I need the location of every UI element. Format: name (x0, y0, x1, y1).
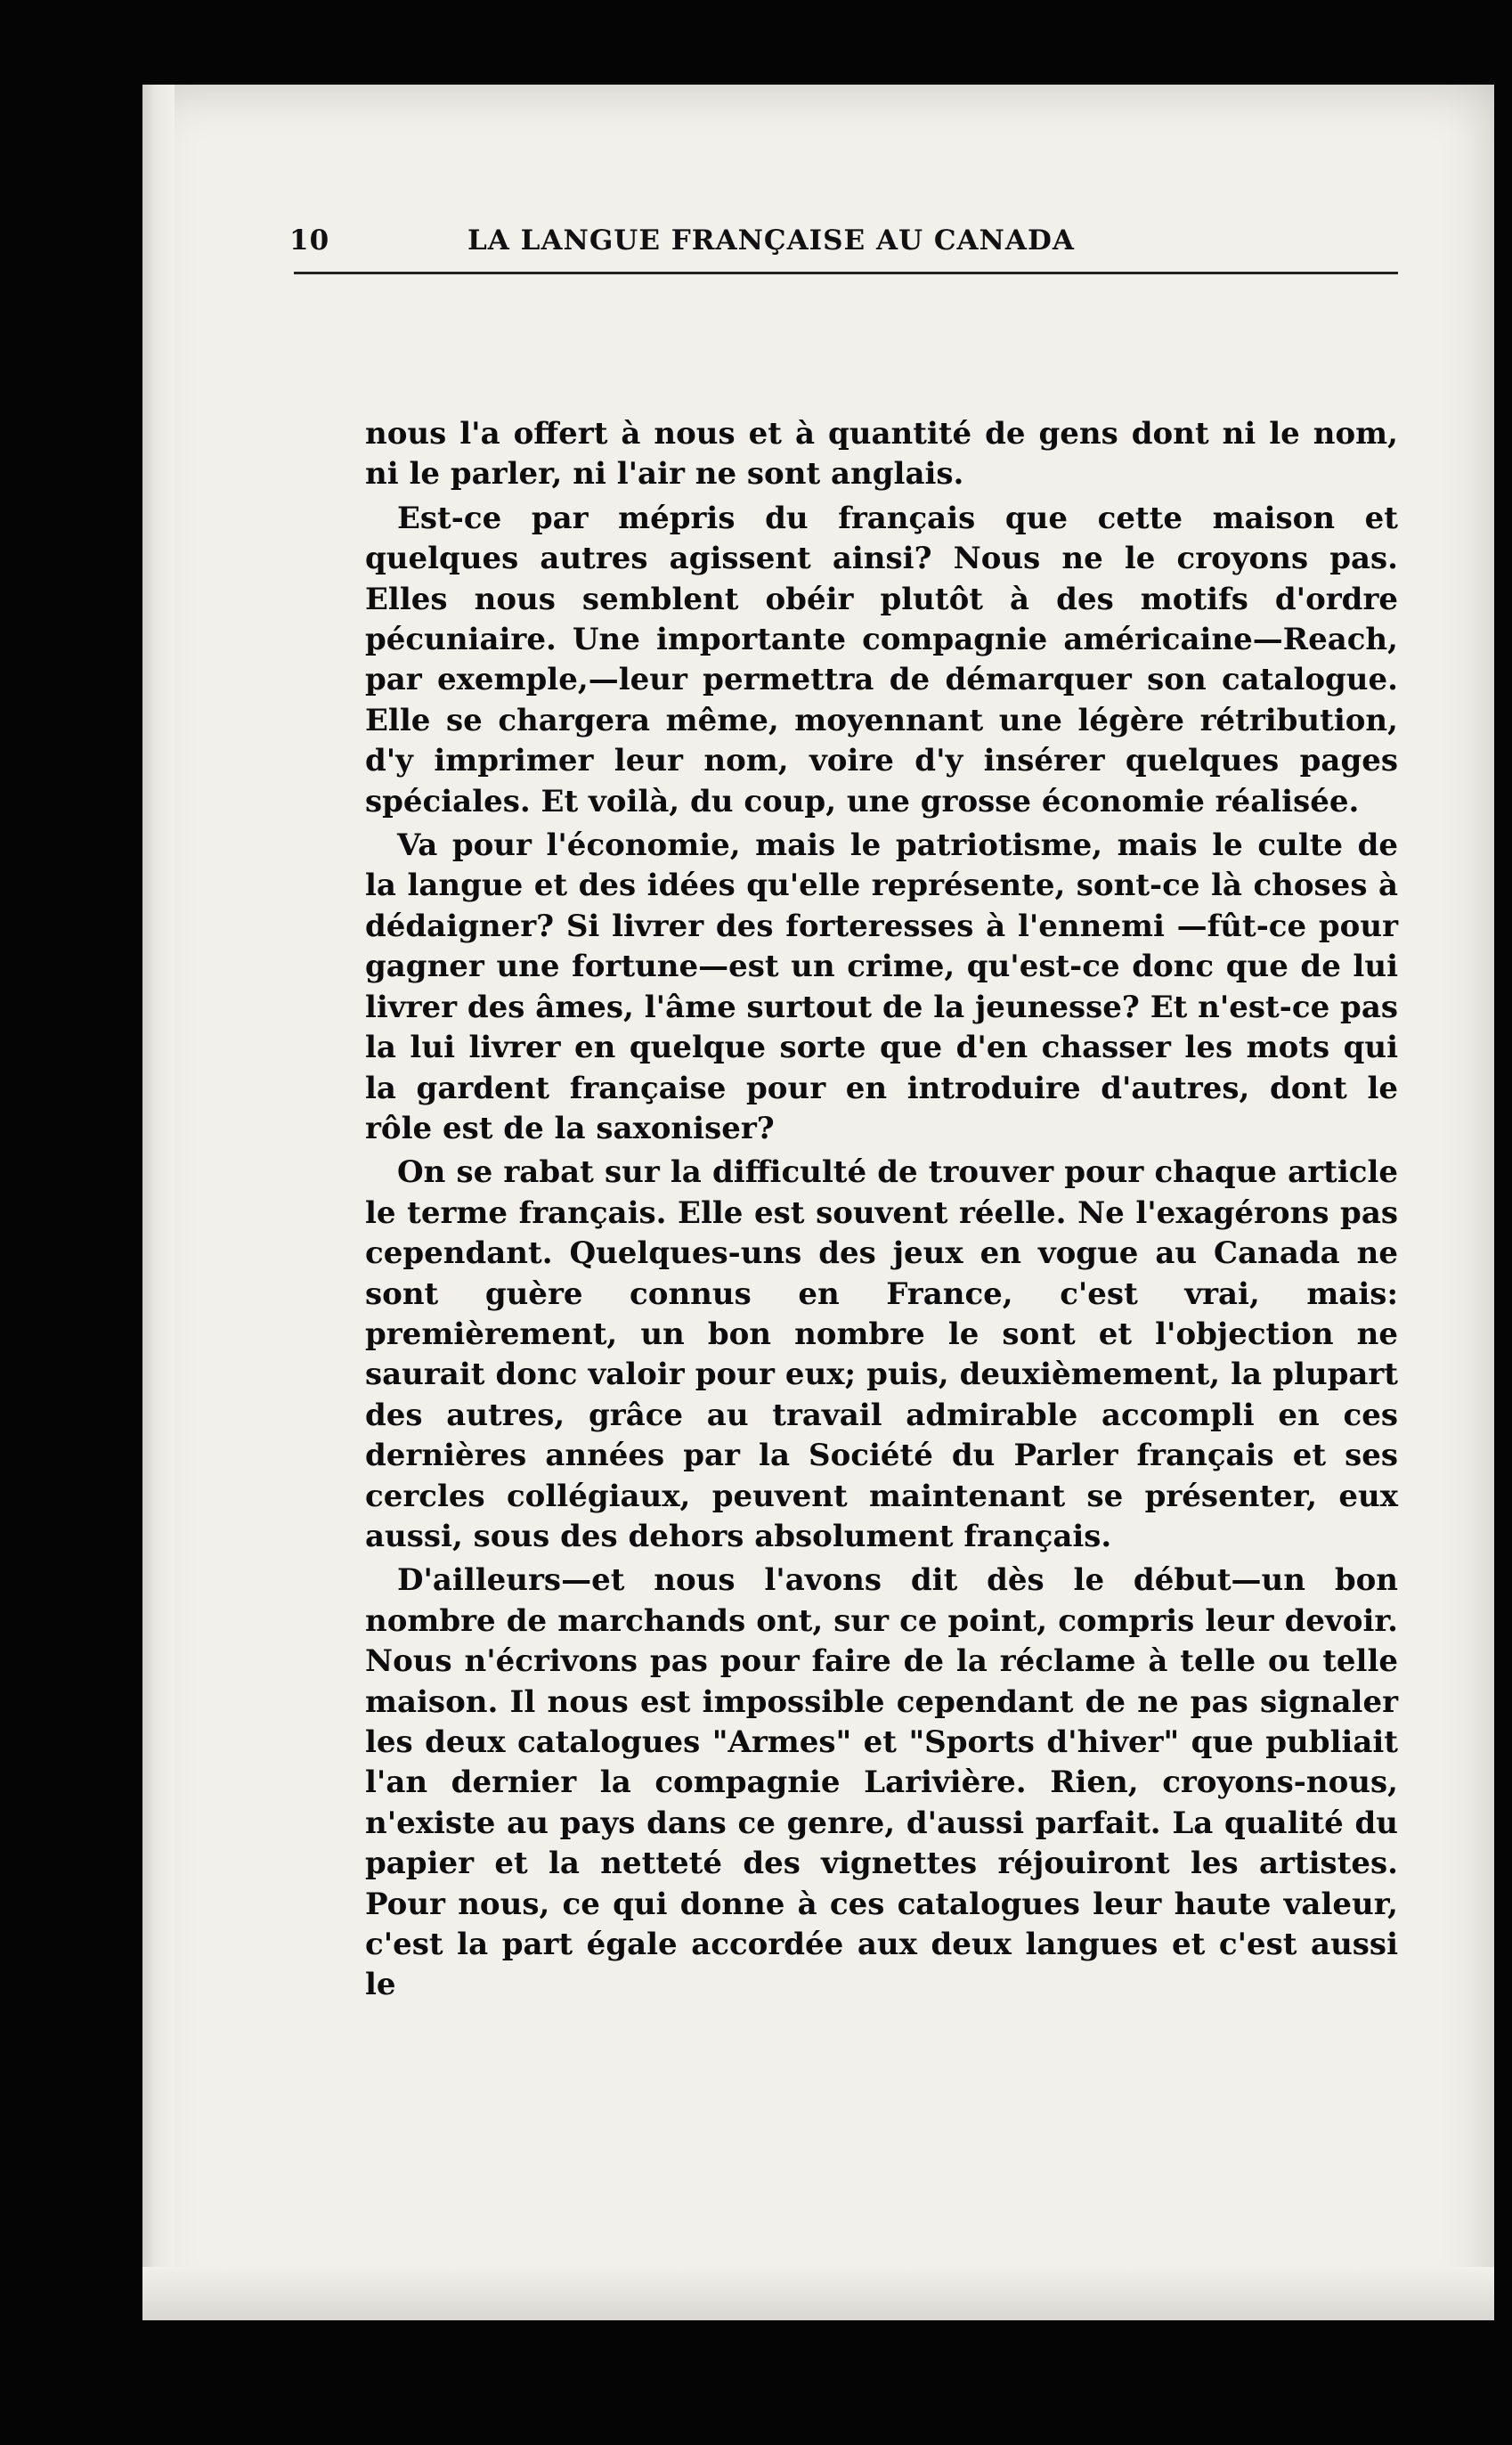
running-title: LA LANGUE FRANÇAISE AU CANADA (467, 224, 1075, 257)
paragraph-1: nous l'a offert à nous et à quantité de gens dont ni le nom, ni le parler, ni l'air ne sont anglais. (365, 416, 1398, 493)
header-rule (294, 272, 1398, 274)
page-bottom-shadow (142, 2267, 1494, 2320)
paragraph-4: On se rabat sur la difficulté de trouver pour chaque article le terme français. Elle est souvent réelle. Ne l'exagérons pas cependant. Quelques-uns des jeux en vogue au Canada ne sont guère connus en France, c'est vrai, mais: premièrement, un bon nombre le sont et l'objection ne saurait donc valoir pour eux; puis, deuxièmement, la plupart des autres, grâce au travail admirable accompli en ces dernières années par la Société du Parler français et ses cercles collégiaux, peuvent maintenant se présenter, eux aussi, sous des dehors absolument français. (365, 1154, 1398, 1554)
paragraph-3: Va pour l'économie, mais le patriotisme, mais le culte de la langue et des idées qu'elle représente, sont-ce là choses à dédaigner? Si livrer des forteresses à l'ennemi —fût-ce pour gagner une fortune—est un crime, qu'est-ce donc que de lui livrer des âmes, l'âme surtout de la jeunesse? Et n'est-ce pas la lui livrer en quelque sorte que d'en chasser les mots qui la gardent française pour en introduire d'autres, dont le rôle est de la saxoniser? (365, 827, 1398, 1146)
page-number: 10 (289, 224, 330, 257)
page-gutter-shadow (142, 85, 175, 2320)
paragraph-2: Est-ce par mépris du français que cette maison et quelques autres agissent ainsi? Nous ne le croyons pas. Elles nous semblent obéir plutôt à des motifs d'ordre pécuniaire. Une importante compagnie américaine—Reach, par exemple,—leur permettra de démarquer son catalogue. Elle se chargera même, moyennant une légère rétribution, d'y imprimer leur nom, voire d'y insérer quelques pages spéciales. Et voilà, du coup, une grosse économie réalisée. (365, 500, 1398, 819)
body-text (365, 414, 1398, 2006)
paragraph-5: D'ailleurs—et nous l'avons dit dès le début—un bon nombre de marchands ont, sur ce point, compris leur devoir. Nous n'écrivons pas pour faire de la réclame à telle ou telle maison. Il nous est impossible cependant de ne pas signaler les deux catalogues "Armes" et "Sports d'hiver" que publiait l'an dernier la compagnie Larivière. Rien, croyons-nous, n'existe au pays dans ce genre, d'aussi parfait. La qualité du papier et la netteté des vignettes réjouiront les artistes. Pour nous, ce qui donne à ces catalogues leur haute valeur, c'est la part égale accordée aux deux langues et c'est aussi le (365, 1562, 1398, 2003)
running-header (289, 224, 1358, 278)
